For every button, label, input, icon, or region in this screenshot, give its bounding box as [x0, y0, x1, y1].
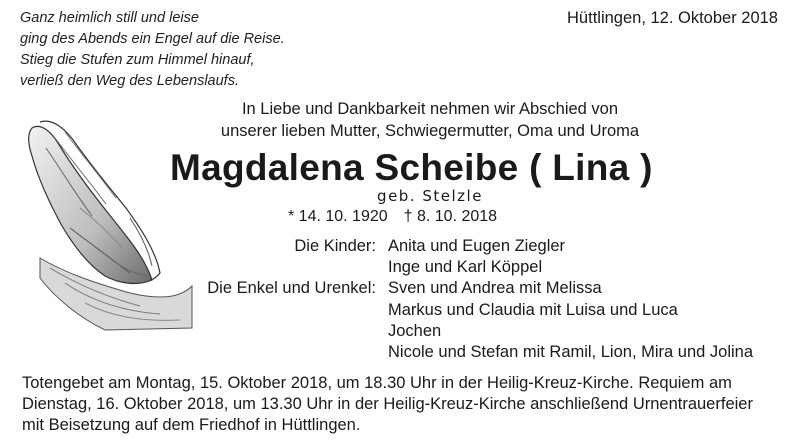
poem: [20, 8, 285, 92]
service-line: Dienstag, 16. Oktober 2018, um 13.30 Uhr in der Heilig-Kreuz-Kirche anschließend Urnentrauerfeier: [22, 395, 753, 413]
family-value: Nicole und Stefan mit Ramil, Lion, Mira und Jolina: [388, 343, 754, 362]
family-row: [190, 278, 753, 299]
family-label: Die Enkel und Urenkel:: [207, 279, 376, 298]
family-label: [190, 342, 388, 363]
service-line: mit Beisetzung auf dem Friedhof in Hüttlingen.: [22, 416, 361, 434]
family-value: Jochen: [388, 321, 442, 340]
poem-line: verließ den Weg des Lebenslaufs.: [20, 73, 239, 89]
place-date: Hüttlingen, 12. Oktober 2018: [567, 9, 778, 27]
family-label: [190, 300, 388, 321]
family-row: [190, 342, 753, 363]
family-row: [190, 257, 753, 278]
birth-date: * 14. 10. 1920: [288, 208, 388, 225]
family-row: [190, 300, 753, 321]
poem-line: Ganz heimlich still und leise: [20, 10, 199, 26]
intro-line: unserer lieben Mutter, Schwiegermutter, Oma und Uroma: [220, 122, 640, 140]
service-line: Totengebet am Montag, 15. Oktober 2018, um 18.30 Uhr in der Heilig-Kreuz-Kirche. Requiem am: [22, 374, 732, 392]
poem-line: ging des Abends ein Engel auf die Reise.: [20, 31, 285, 47]
life-dates: [288, 206, 497, 228]
family-value: Inge und Karl Köppel: [388, 258, 543, 277]
service-info: [22, 373, 792, 436]
deceased-name: Magdalena Scheibe ( Lina ): [170, 147, 653, 188]
family-value: Sven und Andrea mit Melissa: [388, 279, 602, 298]
family-row: [190, 236, 753, 257]
family-label: [190, 321, 388, 342]
death-date: † 8. 10. 2018: [403, 208, 498, 225]
family-row: [190, 321, 753, 342]
intro-line: In Liebe und Dankbarkeit nehmen wir Abschied von: [241, 100, 619, 118]
poem-line: Stieg die Stufen zum Himmel hinauf,: [20, 52, 255, 68]
family-list: [190, 236, 753, 363]
family-label: Die Kinder:: [294, 237, 376, 255]
family-label: [190, 257, 388, 278]
maiden-name: geb. Stelzle: [377, 187, 483, 205]
family-value: Markus und Claudia mit Luisa und Luca: [388, 300, 678, 319]
intro-text: [0, 98, 800, 142]
family-value: Anita und Eugen Ziegler: [388, 237, 566, 255]
